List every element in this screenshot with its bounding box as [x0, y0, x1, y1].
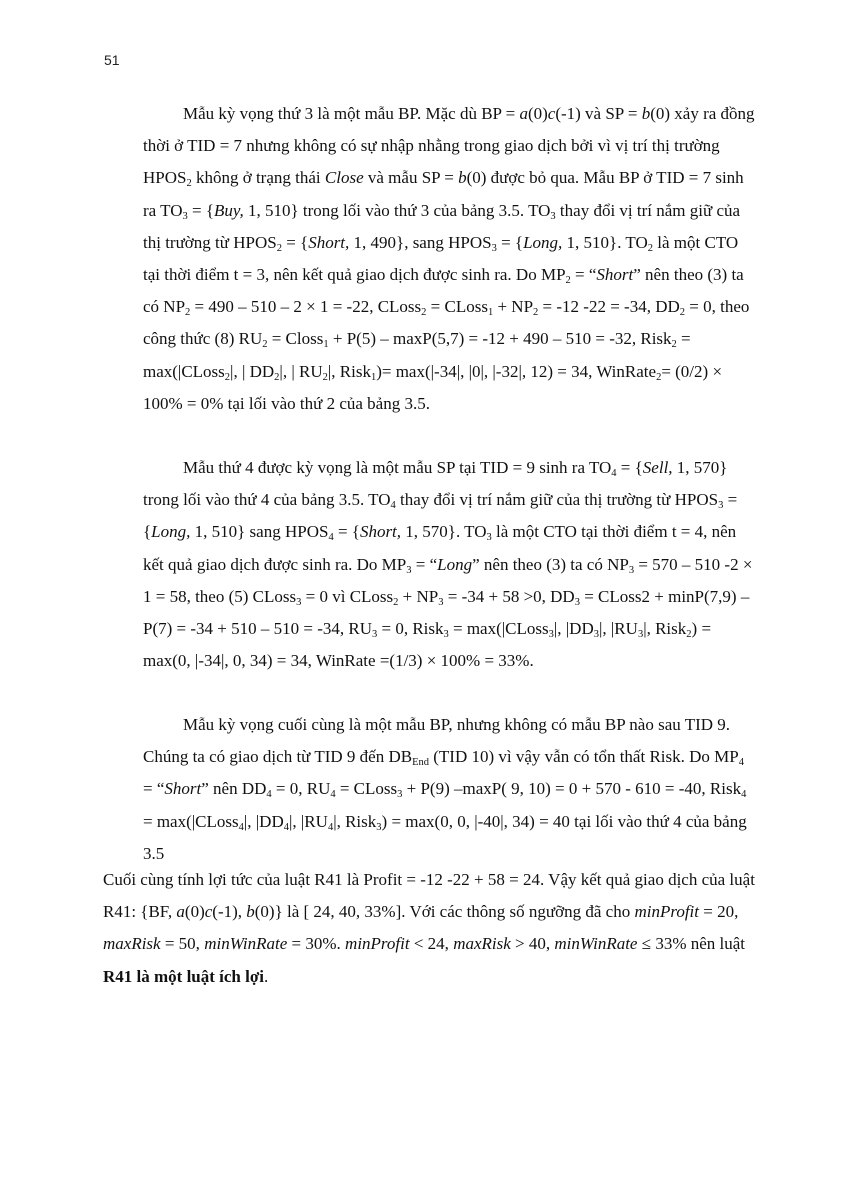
subscript: 3: [550, 210, 556, 222]
text: (-1) và SP =: [555, 104, 642, 123]
text: minProfit: [345, 934, 410, 954]
text: Long,: [151, 522, 191, 542]
subscript: 2: [185, 307, 191, 319]
subscript: 4: [283, 821, 289, 833]
subscript: 3: [718, 500, 724, 512]
text: = CLoss: [335, 779, 398, 799]
text: = “: [570, 265, 597, 285]
paragraph-pattern-4: [143, 452, 755, 677]
text: maxRisk: [103, 934, 161, 954]
subscript: 3: [182, 210, 188, 222]
subscript: 4: [741, 789, 747, 801]
text: Short: [596, 265, 634, 285]
text: = Closs: [267, 329, 324, 349]
text: thay đổi vị trí nắm giữ của thị trường từ HPOS: [395, 490, 719, 510]
text: = -12 -22 = -34, DD: [538, 297, 680, 317]
text: |, | DD: [230, 361, 275, 381]
text: Cuối cùng tính lợi tức của luật R41 là Profit = -12 -22 + 58 = 24. Vậy kết quả giao dịch của luật R41: {BF,: [103, 870, 755, 922]
subscript: 3: [637, 629, 644, 641]
text: a: [176, 902, 185, 922]
text: = 490 – 510 – 2 × 1 = -22, CLoss: [190, 297, 422, 317]
paragraph-final-pattern: [143, 709, 755, 870]
text: 1, 490}, sang HPOS: [349, 232, 492, 252]
text: = 20,: [699, 902, 739, 922]
subscript: 2: [533, 307, 539, 319]
text: c: [547, 104, 556, 123]
text: ≤ 33% nên luật: [637, 934, 746, 954]
text: minWinRate: [204, 934, 288, 954]
subscript: 2: [393, 596, 399, 608]
text: 1, 510} trong lối vào thứ 3 của bảng 3.5. TO: [243, 200, 551, 220]
text: (0)} là [ 24, 40, 33%]. Với các thông số ngưỡng đã cho: [254, 902, 635, 922]
text: |, Risk: [327, 361, 371, 381]
subscript: 2: [322, 371, 328, 383]
text: |, |RU: [289, 811, 328, 831]
subscript: 4: [327, 821, 334, 833]
text: Long: [437, 554, 473, 574]
subscript: 2: [262, 339, 268, 351]
subscript: 3: [628, 564, 635, 576]
text: minProfit: [634, 902, 699, 922]
text: 1, 510}. TO: [562, 232, 648, 252]
text: Close: [324, 168, 364, 188]
text: = “: [143, 779, 165, 799]
subscript: 3: [397, 789, 403, 801]
text: Short: [164, 779, 202, 799]
subscript: End: [412, 757, 429, 769]
text: + NP: [493, 297, 534, 317]
subscript: 3: [438, 596, 444, 608]
text: = {: [496, 232, 524, 252]
subscript: 1: [487, 307, 494, 319]
text: = max(|CLoss: [143, 329, 691, 381]
text: (0): [184, 902, 205, 922]
text: = CLoss: [426, 297, 488, 317]
text: b: [458, 168, 467, 188]
text: = 30%.: [287, 934, 346, 954]
text: = 50,: [160, 934, 205, 954]
subscript: 4: [738, 757, 744, 769]
subscript: 2: [186, 178, 192, 190]
text: minWinRate: [554, 934, 638, 954]
text: + P(5) – maxP(5,7) = -12 + 490 – 510 = -32, Risk: [328, 329, 672, 349]
subscript: 4: [330, 789, 336, 801]
text: ” nên theo (3) ta có NP: [143, 265, 744, 317]
text: là một CTO tại thời điểm t = 3, nên kết quả giao dịch được sinh ra. Do MP: [143, 232, 739, 285]
subscript: 3: [371, 629, 378, 641]
paragraph-conclusion: [103, 864, 755, 993]
subscript: 4: [611, 468, 617, 479]
subscript: 2: [421, 307, 427, 319]
text: b: [246, 902, 255, 922]
subscript: 2: [276, 242, 282, 254]
subscript: 2: [647, 242, 654, 254]
subscript: 2: [656, 371, 662, 383]
text: = -34 + 58 >0, DD: [443, 586, 575, 606]
text: Mẫu thứ 4 được kỳ vọng là một mẫu SP tại TID = 9 sinh ra TO: [183, 458, 612, 477]
subscript: 1: [323, 339, 329, 351]
text: R41 là một luật ích lợi: [103, 966, 264, 986]
subscript: 4: [328, 532, 334, 544]
text: = {: [143, 490, 738, 542]
text: b: [641, 104, 651, 123]
subscript: 2: [679, 307, 686, 319]
text: 1, 570} trong lối vào thứ 4 của bảng 3.5. TO: [143, 458, 728, 510]
subscript: 3: [376, 821, 382, 833]
text: )= max(|-34|, |0|, |-32|, 12) = 34, WinRate: [376, 361, 657, 381]
text: thay đổi vị trí nắm giữ của thị trường từ HPOS: [143, 200, 741, 252]
text: Mẫu kỳ vọng thứ 3 là một mẫu BP. Mặc dù BP =: [183, 104, 520, 123]
text: không ở trạng thái: [191, 168, 325, 188]
subscript: 2: [671, 339, 677, 351]
subscript: 1: [370, 371, 377, 383]
subscript: 3: [548, 629, 554, 641]
text: = CLoss2 + minP(7,9) – P(7) = -34 + 510 – 510 = -34, RU: [143, 586, 750, 639]
text: = (0/2) × 100% = 0% tại lối vào thứ 2 của bảng 3.5.: [143, 361, 723, 413]
text: Sell,: [642, 458, 673, 477]
text: = 0, Risk: [377, 619, 444, 639]
text: = 0 vì CLoss: [301, 586, 394, 606]
subscript: 4: [238, 821, 244, 833]
text: = 0, RU: [271, 779, 331, 799]
text: ” nên theo (3) ta có NP: [472, 554, 629, 574]
subscript: 3: [574, 596, 580, 608]
text: = “: [411, 554, 438, 574]
text: (0) được bỏ qua. Mẫu BP ở TID = 7 sinh ra TO: [143, 168, 744, 220]
subscript: 2: [224, 371, 231, 383]
text: |, |RU: [599, 619, 638, 639]
subscript: 2: [274, 371, 280, 383]
subscript: 3: [491, 242, 497, 254]
text: là một CTO tại thời điểm t = 4, nên kết quả giao dịch được sinh ra. Do MP: [143, 522, 737, 574]
text: a: [519, 104, 528, 123]
text: = {: [187, 200, 215, 220]
text: = {: [616, 458, 643, 477]
text: = {: [333, 522, 360, 542]
text: Mẫu kỳ vọng cuối cùng là một mẫu BP, nhưng không có mẫu BP nào sau TID 9. Chúng ta có giao dịch từ TID 9 đến DB: [143, 715, 731, 767]
text: = 570 – 510 -2 × 1 = 58, theo (5) CLoss: [143, 554, 753, 606]
page-number: 51: [104, 52, 120, 68]
text: ) = max(0, 0, |-40|, 34) = 40 tại lối vào thứ 4 của bảng 3.5: [143, 811, 747, 863]
text: + P(9) –maxP( 9, 10) = 0 + 570 - 610 = -40, Risk: [402, 779, 742, 799]
text: và mẫu SP =: [363, 168, 459, 188]
text: 1, 570}. TO: [401, 522, 487, 542]
subscript: 3: [486, 532, 492, 544]
subscript: 4: [390, 500, 396, 512]
paragraph-pattern-3: [143, 98, 755, 420]
subscript: 2: [686, 629, 692, 641]
text: = 0, theo công thức (8) RU: [143, 297, 750, 349]
text: (-1),: [212, 902, 247, 922]
text: 1, 510} sang HPOS: [190, 522, 329, 542]
text: Short,: [359, 522, 402, 542]
subscript: 4: [266, 789, 272, 801]
text: |, Risk: [643, 619, 687, 639]
text: |, |DD: [243, 811, 284, 831]
text: (TID 10) vì vậy vẫn có tổn thất Risk. Do MP: [428, 747, 739, 767]
text: |, |DD: [553, 619, 594, 639]
text: < 24,: [409, 934, 454, 954]
text: Long,: [523, 232, 563, 252]
text: |, | RU: [279, 361, 323, 381]
text: .: [264, 966, 269, 986]
text: c: [204, 902, 213, 922]
text: (0): [527, 104, 548, 123]
text: ) = max(0, |-34|, 0, 34) = 34, WinRate =(1/3) × 100% = 33%.: [143, 619, 712, 671]
text: + NP: [398, 586, 439, 606]
text: maxRisk: [453, 934, 511, 954]
subscript: 3: [443, 629, 449, 641]
subscript: 3: [296, 596, 302, 608]
text: ” nên DD: [201, 779, 267, 799]
text: (0) xảy ra đồng thời ở TID = 7 nhưng không có sự nhập nhằng trong giao dịch bởi vì vị trí thị trường HPOS: [143, 104, 755, 188]
text: Buy,: [214, 200, 244, 220]
text: |, Risk: [333, 811, 377, 831]
text: Short,: [308, 232, 350, 252]
text: > 40,: [510, 934, 555, 954]
subscript: 2: [565, 275, 571, 287]
subscript: 3: [406, 564, 412, 576]
text: = max(|CLoss: [448, 619, 549, 639]
subscript: 3: [593, 629, 599, 641]
text: = {: [281, 232, 309, 252]
text: = max(|CLoss: [143, 811, 239, 831]
